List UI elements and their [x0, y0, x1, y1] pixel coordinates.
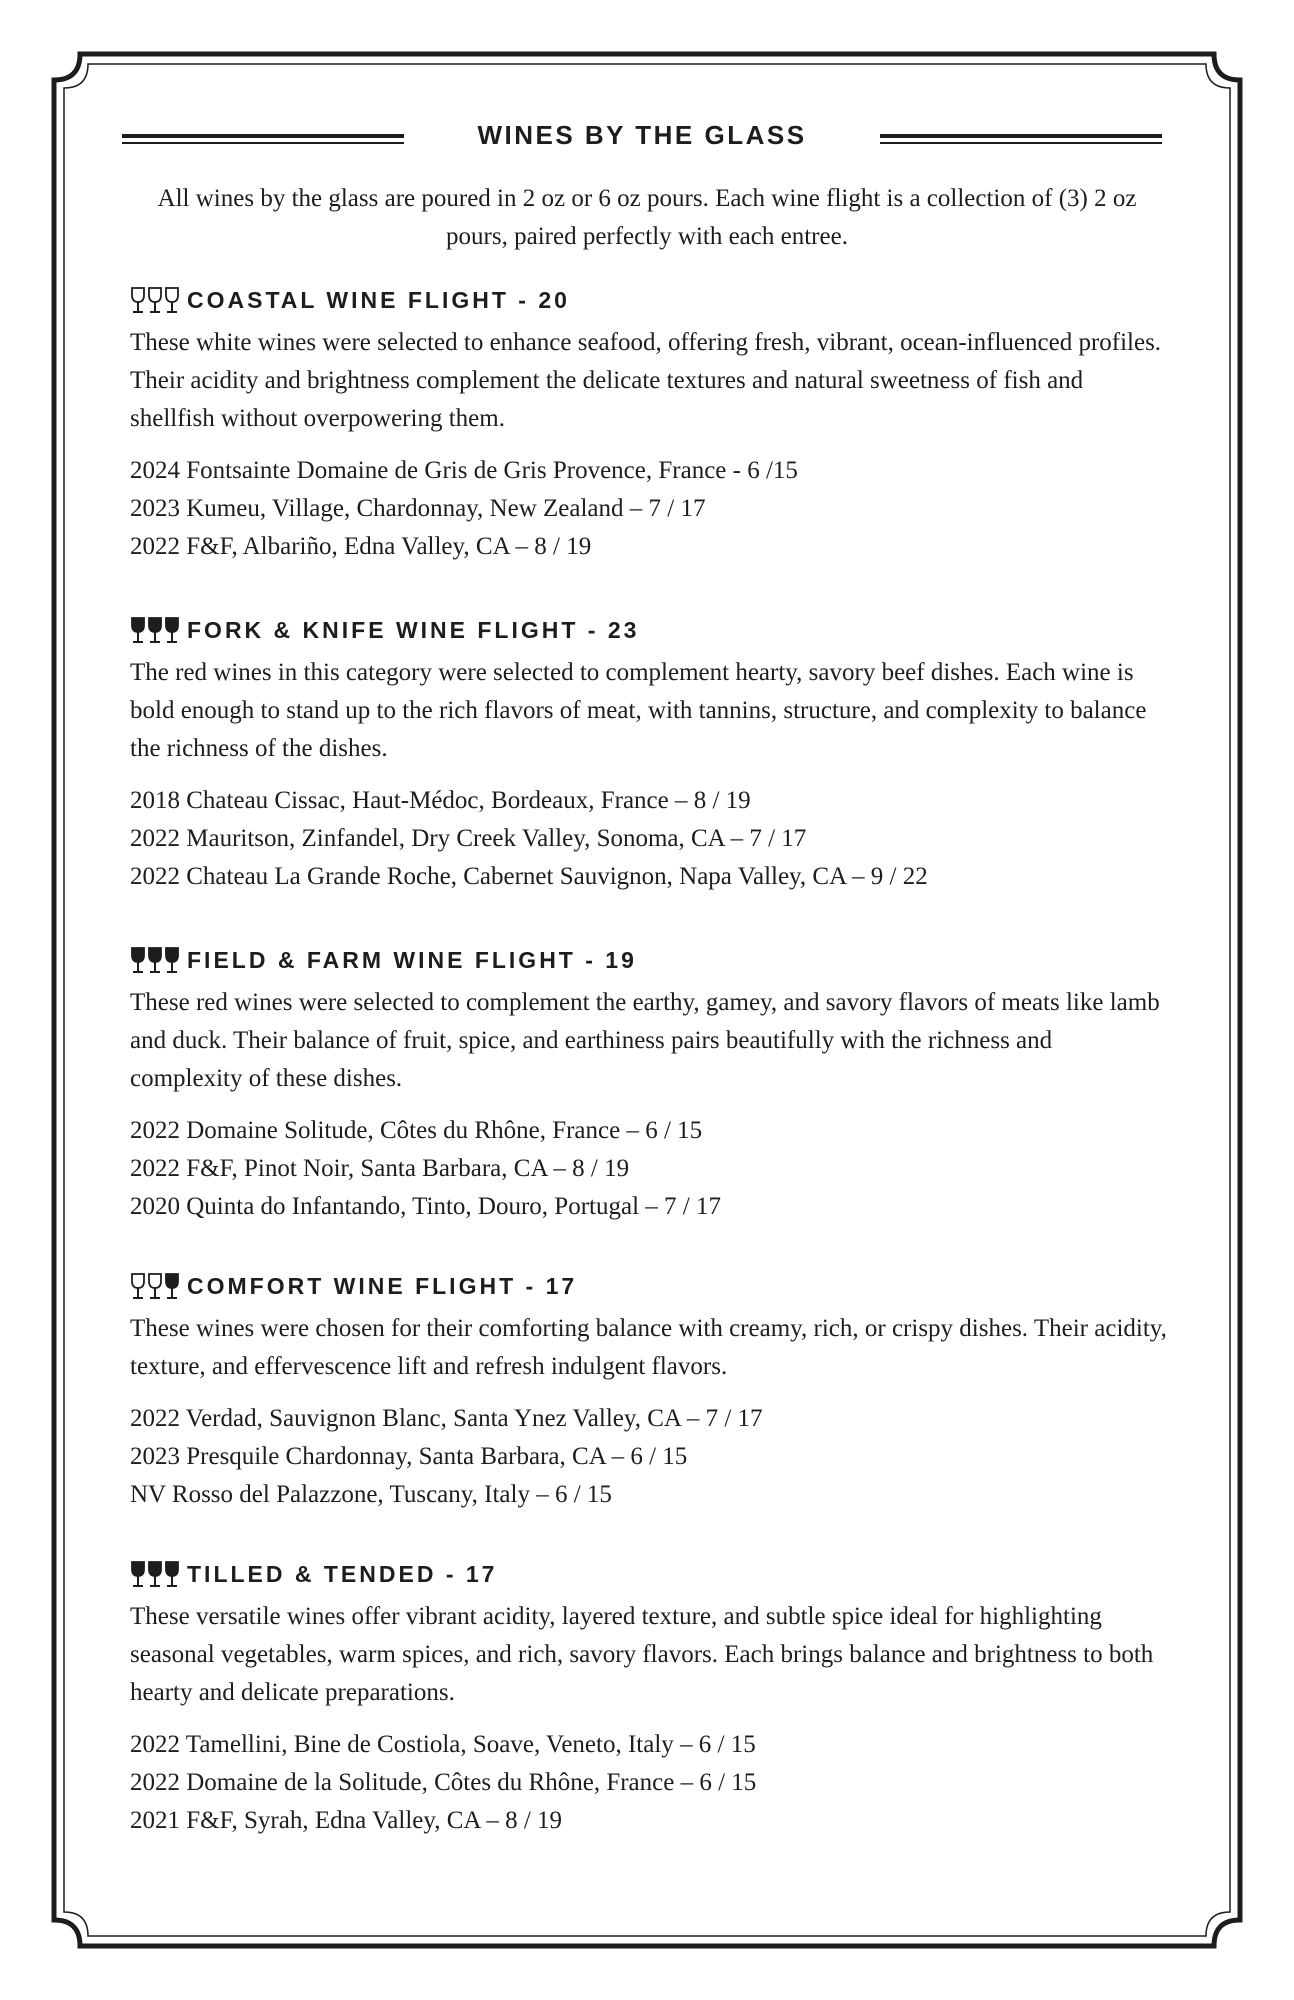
wine-item: 2022 Domaine Solitude, Côtes du Rhône, France – 6 / 15: [130, 1117, 703, 1144]
section-comfort: [130, 1268, 1170, 1514]
menu-header: [122, 118, 1162, 158]
wine-list: [130, 1726, 1170, 1840]
wine-item: NV Rosso del Palazzone, Tuscany, Italy – 6 / 15: [130, 1481, 612, 1508]
section-title: COASTAL WINE FLIGHT - 20: [187, 286, 570, 313]
red-wine-glass-icon: [164, 616, 180, 644]
section-description: These wines were chosen for their comforting balance with creamy, rich, or crispy dishes. Their acidity, texture, and effervescence lift and refresh indulgent flavors.: [130, 1315, 1167, 1380]
red-wine-glass-icon: [147, 946, 163, 974]
red-wine-glass-icon: [164, 1560, 180, 1588]
wine-list: [130, 1112, 1170, 1226]
red-wine-glass-icon: [130, 946, 146, 974]
section-title: FIELD & FARM WINE FLIGHT - 19: [187, 946, 637, 973]
wine-list: [130, 1400, 1170, 1514]
section-header: [130, 612, 1170, 648]
red-wine-glass-icon: [130, 1560, 146, 1588]
wine-item: 2022 Verdad, Sauvignon Blanc, Santa Ynez Valley, CA – 7 / 17: [130, 1405, 763, 1432]
red-wine-glass-icon: [147, 1560, 163, 1588]
section-description: These white wines were selected to enhance seafood, offering fresh, vibrant, ocean-influenced profiles. Their acidity and brightness complement the delicate textures and natural sweetness of fish and shellfish without overpowering them.: [130, 329, 1162, 432]
red-wine-glass-icon: [130, 616, 146, 644]
wine-item: 2018 Chateau Cissac, Haut-Médoc, Bordeaux, France – 8 / 19: [130, 787, 751, 814]
section-header: [130, 1556, 1170, 1592]
white-wine-glass-icon: [130, 1272, 146, 1300]
section-title: TILLED & TENDED - 17: [187, 1560, 498, 1587]
section-header: [130, 1268, 1170, 1304]
menu-intro: All wines by the glass are poured in 2 oz or 6 oz pours. Each wine flight is a collection of (3) 2 oz pours, paired perfectly with each entree.: [157, 185, 1137, 250]
wine-glass-icons: [130, 616, 181, 644]
section-title: COMFORT WINE FLIGHT - 17: [187, 1272, 578, 1299]
wine-item: 2022 Chateau La Grande Roche, Cabernet Sauvignon, Napa Valley, CA – 9 / 22: [130, 863, 928, 890]
wine-item: 2022 Tamellini, Bine de Costiola, Soave, Veneto, Italy – 6 / 15: [130, 1731, 756, 1758]
wine-glass-icons: [130, 286, 181, 314]
white-wine-glass-icon: [147, 286, 163, 314]
section-title: FORK & KNIFE WINE FLIGHT - 23: [187, 616, 640, 643]
white-wine-glass-icon: [130, 286, 146, 314]
title-rule-right: [880, 134, 1162, 144]
section-coastal: [130, 282, 1170, 566]
wine-item: 2023 Presquile Chardonnay, Santa Barbara, CA – 6 / 15: [130, 1443, 688, 1470]
wine-list: [130, 452, 1170, 566]
section-tilled-tended: [130, 1556, 1170, 1840]
wine-item: 2024 Fontsainte Domaine de Gris de Gris Provence, France - 6 /15: [130, 457, 798, 484]
section-header: [130, 942, 1170, 978]
wine-item: 2021 F&F, Syrah, Edna Valley, CA – 8 / 19: [130, 1807, 563, 1834]
section-description: The red wines in this category were selected to complement hearty, savory beef dishes. Each wine is bold enough to stand up to the rich flavors of meat, with tannins, structure, and complexity to balance the richness of the dishes.: [130, 659, 1147, 762]
wine-glass-icons: [130, 1272, 181, 1300]
wine-item: 2023 Kumeu, Village, Chardonnay, New Zealand – 7 / 17: [130, 495, 706, 522]
menu-title: WINES BY THE GLASS: [477, 120, 807, 150]
white-wine-glass-icon: [147, 1272, 163, 1300]
red-wine-glass-icon: [147, 616, 163, 644]
red-wine-glass-icon: [164, 1272, 180, 1300]
red-wine-glass-icon: [164, 946, 180, 974]
wine-item: 2022 Domaine de la Solitude, Côtes du Rhône, France – 6 / 15: [130, 1769, 757, 1796]
white-wine-glass-icon: [164, 286, 180, 314]
title-rule-left: [122, 134, 404, 144]
section-header: [130, 282, 1170, 318]
wine-item: 2022 F&F, Pinot Noir, Santa Barbara, CA – 8 / 19: [130, 1155, 630, 1182]
wine-list: [130, 782, 1170, 896]
wine-glass-icons: [130, 1560, 181, 1588]
section-fork-knife: [130, 612, 1170, 896]
section-description: These versatile wines offer vibrant acidity, layered texture, and subtle spice ideal for highlighting seasonal vegetables, warm spices, and rich, savory flavors. Each brings balance and brightness to both hearty and delicate preparations.: [130, 1603, 1154, 1706]
wine-glass-icons: [130, 946, 181, 974]
wine-item: 2020 Quinta do Infantando, Tinto, Douro, Portugal – 7 / 17: [130, 1193, 721, 1220]
wine-item: 2022 F&F, Albariño, Edna Valley, CA – 8 / 19: [130, 533, 592, 560]
wine-item: 2022 Mauritson, Zinfandel, Dry Creek Valley, Sonoma, CA – 7 / 17: [130, 825, 807, 852]
section-description: These red wines were selected to complement the earthy, gamey, and savory flavors of meats like lamb and duck. Their balance of fruit, spice, and earthiness pairs beautifully with the richness and complexity of these dishes.: [130, 989, 1160, 1092]
section-field-farm: [130, 942, 1170, 1226]
